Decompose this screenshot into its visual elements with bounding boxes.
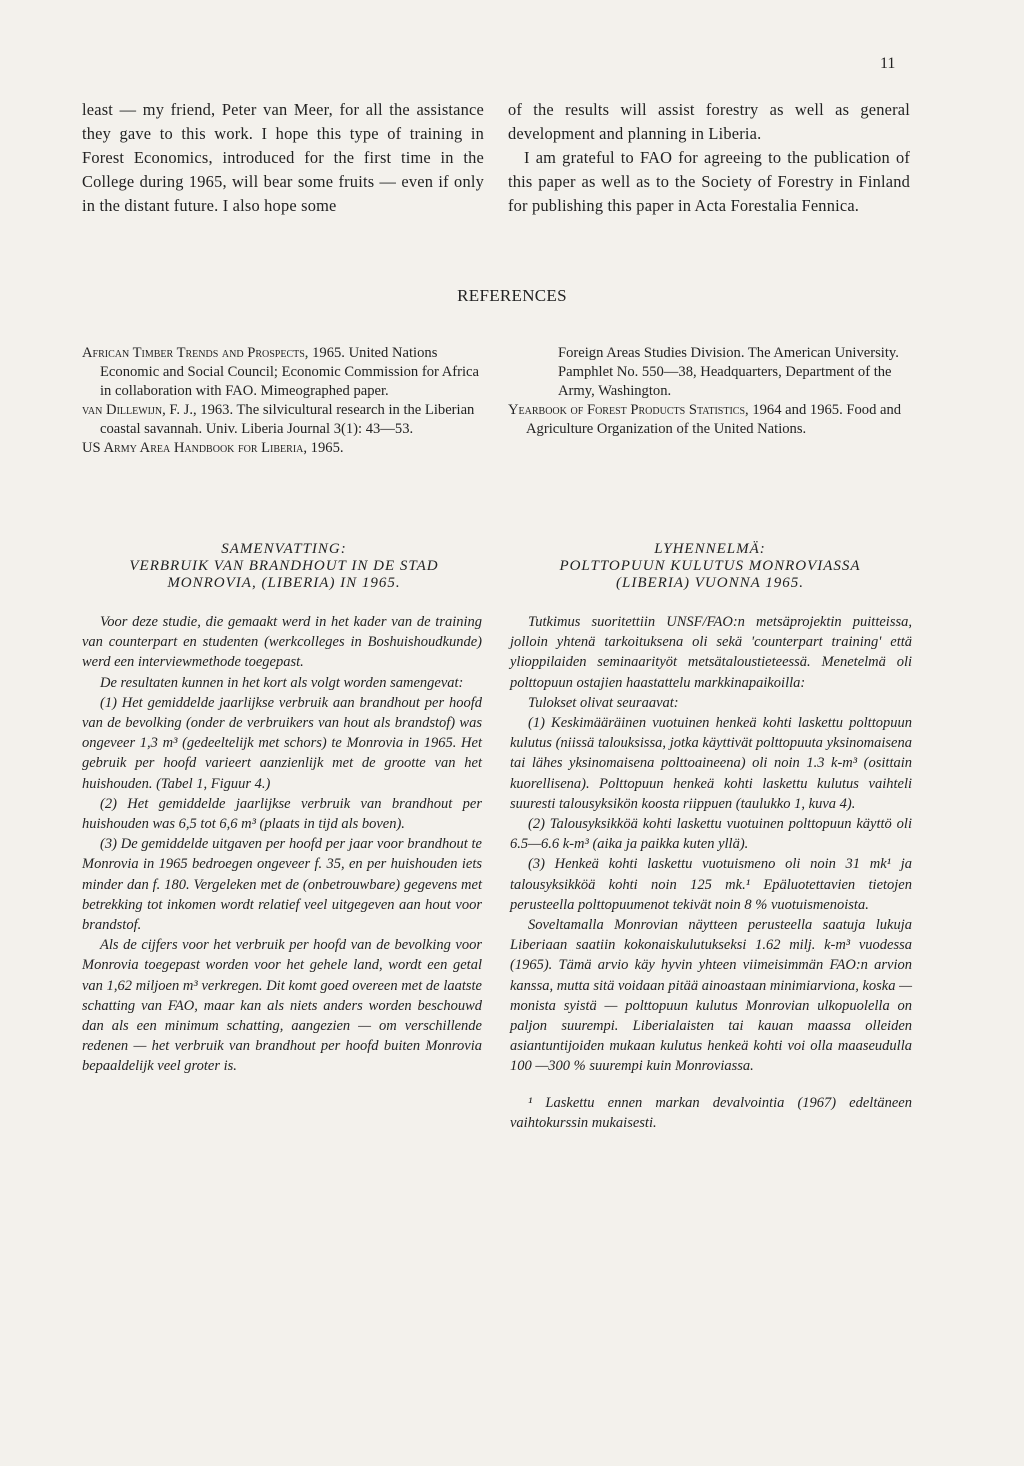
page-number: 11 xyxy=(880,55,896,72)
dutch-heading-line: VERBRUIK VAN BRANDHOUT IN DE STAD xyxy=(129,558,439,574)
dutch-heading-line: MONROVIA, (LIBERIA) IN 1965. xyxy=(167,575,401,591)
intro-right-paragraph-1: of the results will assist forestry as well as general development and planning in Liberia. xyxy=(508,100,910,143)
reference-entry xyxy=(82,344,486,401)
reference-text: United Nations Economic and Social Council; Economic Commission for Africa in collaboration with FAO. Mimeographed paper. xyxy=(100,345,479,399)
finnish-paragraph: Soveltamalla Monrovian näytteen perusteella saatuja lukuja Liberiaan saatiin kokonaiskulutukseksi 1.62 milj. k-m³ vuodessa (1965). Tämä arvio käy hyvin yhteen viimeisimmän FAO:n arvion kanssa, mutta sitä voidaan pitää ainoastaan minimiarviona, koska — monista syistä — polttopuun kulutus Monrovian ulkopuolella on paljon suurempi. Liberialaisten tai kauan maassa olleiden asiantuntijoiden mukaan kulutus henkeä kohti voi olla maaseudulla 100 —300 % suurempi kuin Monroviassa. xyxy=(510,917,912,1075)
dutch-summary-heading xyxy=(82,541,486,592)
intro-left-column xyxy=(82,98,484,218)
finnish-paragraph: (3) Henkeä kohti laskettu vuotuismeno oli noin 31 mk¹ ja talousyksikköä kohti noin 125 mk.¹ Epäluotettavien tietojen perusteella polttopuumenot tekivät noin 8 % vuotuismenoista. xyxy=(510,856,912,913)
finnish-paragraph: (2) Talousyksikköä kohti laskettu vuotuinen polttopuun käyttö oli 6.5—6.6 k-m³ (aika ja paikka kuten yllä). xyxy=(510,816,912,853)
reference-entry xyxy=(508,401,912,439)
intro-left-paragraph: least — my friend, Peter van Meer, for all the assistance they gave to this work. I hope this type of training in Forest Economics, introduced for the first time in the College during 1965, will bear some fruits — even if only in the distant future. I also hope some xyxy=(82,100,484,215)
footnote-text: ¹ Laskettu ennen markan devalvointia (1967) edeltäneen vaihtokurssin mukaisesti. xyxy=(510,1094,912,1131)
intro-right-column xyxy=(508,98,910,218)
dutch-summary-column xyxy=(82,612,482,1077)
finnish-summary-column xyxy=(510,612,912,1133)
reference-continuation xyxy=(508,344,912,401)
dutch-paragraph: (3) De gemiddelde uitgaven per hoofd per jaar voor brandhout te Monrovia in 1965 bedroegen ongeveer f. 35, en per huishouden iets minder dan f. 180. Vergeleken met de (onbetrouwbare) gegevens met betrekking tot inkomen wordt relatief veel uitgegeven aan hout voor brandstof. xyxy=(82,836,482,934)
reference-text: 1964 and 1965. Food and Agriculture Organization of the United Nations. xyxy=(526,402,902,437)
intro-right-paragraph-2: I am grateful to FAO for agreeing to the publication of this paper as well as to the Society of Forestry in Finland for publishing this paper in Acta Forestalia Fennica. xyxy=(508,148,910,215)
dutch-paragraph: Als de cijfers voor het verbruik per hoofd van de bevolking voor Monrovia toegepast worden voor het gehele land, wordt een getal van 1,62 miljoen m³ verkregen. Dit komt goed overeen met de laatste schatting van FAO, maar kan als niets anders worden beschouwd dan als een minimum schatting, aangezien — om verschillende redenen — het verbruik van brandhout per hoofd buiten Monrovia bepaaldelijk veel groter is. xyxy=(82,937,482,1075)
reference-entry xyxy=(82,439,486,458)
reference-text: Foreign Areas Studies Division. The American University. Pamphlet No. 550—38, Headquarters, Department of the Army, Washington. xyxy=(558,345,899,399)
reference-author: African Timber Trends and Prospects, 1965. xyxy=(82,345,345,361)
dutch-paragraph: De resultaten kunnen in het kort als volgt worden samengevat: xyxy=(100,674,464,691)
finnish-heading-line: LYHENNELMÄ: xyxy=(654,541,766,557)
dutch-paragraph: (2) Het gemiddelde jaarlijkse verbruik van brandhout per huishouden was 6,5 tot 6,6 m³ (plaats in tijd als boven). xyxy=(82,795,482,833)
finnish-heading-line: (LIBERIA) VUONNA 1965. xyxy=(616,575,804,591)
references-right-column xyxy=(508,344,912,439)
finnish-footnote xyxy=(510,1093,912,1133)
finnish-paragraph: Tutkimus suoritettiin UNSF/FAO:n metsäprojektin puitteissa, jolloin yhtenä tarkoituksena oli sekä 'counterpart training' että ylioppilaiden seminaarityöt metsätaloustieteessä. Menetelmä oli polttopuun ostajien haastattelu markkinapaikoilla: xyxy=(510,614,912,691)
reference-text: The silvicultural research in the Liberian coastal savannah. Univ. Liberia Journal 3(1): 43—53. xyxy=(100,402,475,437)
references-heading: REFERENCES xyxy=(457,286,567,305)
dutch-heading-line: SAMENVATTING: xyxy=(221,541,347,557)
reference-author: van Dillewijn, F. J., 1963. xyxy=(82,402,234,418)
finnish-heading-line: POLTTOPUUN KULUTUS MONROVIASSA xyxy=(559,558,861,574)
finnish-paragraph: (1) Keskimääräinen vuotuinen henkeä kohti laskettu polttopuun kulutus (niissä talouksissa, jotka käyttivät polttopuuta yksinomaisena tai lähes yksinomaisena polttoaineena) oli noin 1.3 k-m³ (osittain kuorellisena). Polttopuun henkeä kohti laskettu kulutus vaihteli suuresti talousyksikön koosta riippuen (taulukko 1, kuva 4). xyxy=(510,715,912,812)
reference-author: US Army Area Handbook for Liberia, 1965. xyxy=(82,440,344,456)
references-left-column xyxy=(82,344,486,458)
reference-author: Yearbook of Forest Products Statistics, xyxy=(508,402,749,418)
finnish-paragraph: Tulokset olivat seuraavat: xyxy=(528,694,679,711)
finnish-summary-heading xyxy=(508,541,912,592)
dutch-paragraph: (1) Het gemiddelde jaarlijkse verbruik aan brandhout per hoofd van de bevolking (onder de verbruikers van hout als brandstof) was ongeveer 1,3 m³ (gedeeltelijk met schors) te Monrovia in 1965. Het gebruik per hoofd varieert aanzienlijk met de grootte van het huishouden. (Tabel 1, Figuur 4.) xyxy=(82,694,482,792)
reference-entry xyxy=(82,401,486,439)
dutch-paragraph: Voor deze studie, die gemaakt werd in het kader van de training van counterpart en studenten (werkcolleges in Boshuishoudkunde) werd een interviewmethode toegepast. xyxy=(82,614,482,671)
